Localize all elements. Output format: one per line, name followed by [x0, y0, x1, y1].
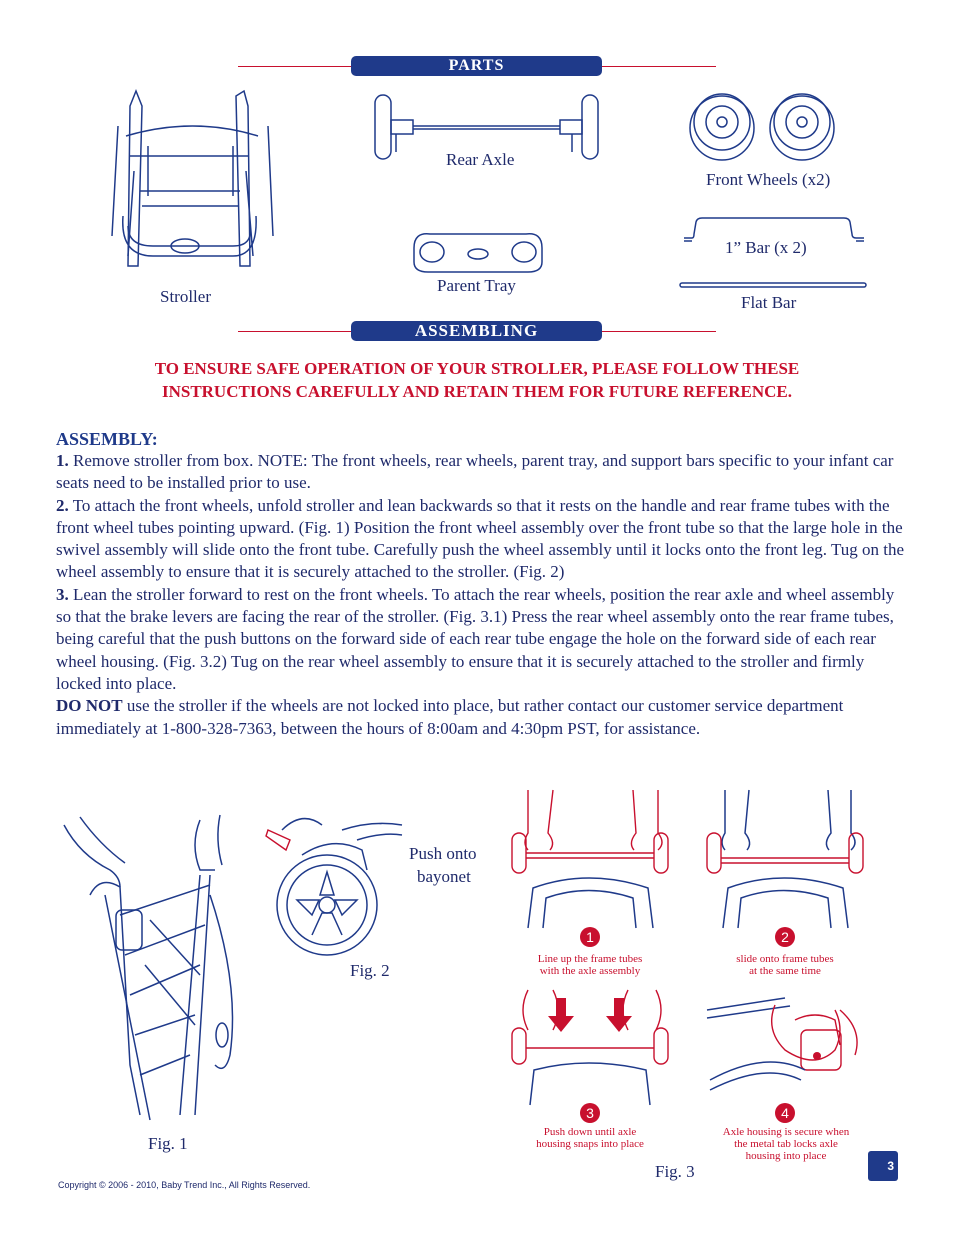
part-label-flat-bar: Flat Bar	[741, 293, 797, 312]
page-number: 3	[887, 1159, 894, 1173]
arrow-down-icon	[606, 998, 632, 1032]
part-label-parent-tray: Parent Tray	[437, 276, 516, 295]
step4-caption-line3: housing into place	[745, 1150, 827, 1162]
do-not-bold: DO NOT	[56, 696, 123, 716]
step-3-text: Lean the stroller forward to rest on the front wheels. To attach the rear wheels, position the rear axle and wheel assembly so that the brake levers are facing the rear of the stroller. (Fig. 3.1) Press the rear wheel assembly onto the rear frame tubes, being careful that the push buttons on the forward side of each rear tube engage the hole on the forward side of each rear wheel housing. (Fig. 3.2) Tug on the rear wheel assembly to ensure that it is securely attached to the stroller and firmly locked into place.	[56, 584, 895, 693]
step-2-text: To attach the front wheels, unfold stroller and lean backwards so that it rests on the handle and rear frame tubes with the front wheel tubes pointing upward. (Fig. 1) Position the front wheel assembly over the front tube so that the large hole in the swivel assembly will slide onto the front tube. Carefully push the wheel assembly until it locks onto the front leg. Tug on the wheel assembly to ensure that it is securely attached to the stroller. (Fig. 2)	[56, 495, 905, 582]
fig3-step4-badge: 4	[775, 1103, 795, 1123]
fig3-step1-caption	[510, 953, 670, 977]
stroller-illustration	[108, 86, 278, 286]
push-onto-line2: bayonet	[417, 867, 471, 886]
copyright-notice: Copyright © 2006 - 2010, Baby Trend Inc., All Rights Reserved.	[58, 1180, 311, 1190]
fig3-step2-badge: 2	[775, 927, 795, 947]
step2-caption-line1: slide onto frame tubes	[736, 953, 834, 965]
step4-caption-line1: Axle housing is secure when	[722, 1126, 850, 1138]
assembling-title: ASSEMBLING	[351, 321, 602, 341]
step-2-number: 2.	[56, 495, 69, 515]
assembly-heading: ASSEMBLY:	[56, 429, 158, 449]
step-1-text: Remove stroller from box. NOTE: The front wheels, rear wheels, parent tray, and support bars specific to your infant car seats need to be installed prior to use.	[56, 451, 894, 493]
do-not-warning	[56, 695, 906, 740]
assembly-instructions	[56, 428, 906, 740]
fig3-step3-caption	[510, 1126, 670, 1150]
safety-warning-line2: INSTRUCTIONS CAREFULLY AND RETAIN THEM FOR FUTURE REFERENCE.	[161, 382, 793, 401]
front-wheels-illustration	[684, 88, 854, 168]
step-1-number: 1.	[56, 451, 69, 470]
safety-warning-line1: TO ENSURE SAFE OPERATION OF YOUR STROLLER, PLEASE FOLLOW THESE	[154, 359, 800, 378]
fig2-label: Fig. 2	[350, 961, 390, 980]
fig3-step2-caption	[705, 953, 865, 977]
fig1-illustration	[50, 815, 260, 1130]
do-not-text: use the stroller if the wheels are not locked into place, but rather contact our customer service department immediately at 1-800-328-7363, between the hours of 8:00am and 4:30pm PST, for assistance.	[56, 696, 844, 738]
step2-caption-line2: at the same time	[749, 965, 821, 977]
fig3-step1-badge: 1	[580, 927, 600, 947]
fig3-label: Fig. 3	[655, 1162, 695, 1181]
page-number-badge	[868, 1151, 898, 1181]
part-label-front-wheels: Front Wheels (x2)	[706, 170, 831, 189]
parent-tray-illustration	[408, 228, 548, 276]
step-3-number: 3.	[56, 584, 69, 604]
fig3-panel-2	[703, 788, 867, 928]
assembly-step-2	[56, 495, 906, 584]
flat-bar-illustration	[678, 280, 868, 290]
fig3-panel-3	[508, 990, 672, 1105]
step3-caption-line1: Push down until axle	[543, 1126, 637, 1138]
assembly-step-3	[56, 584, 906, 695]
arrow-down-icon	[548, 998, 574, 1032]
push-onto-line1: Push onto	[409, 844, 477, 863]
step1-caption-line2: with the axle assembly	[539, 965, 641, 977]
part-label-stroller: Stroller	[160, 287, 211, 306]
fig3-panel-1	[508, 788, 672, 928]
fig1-label: Fig. 1	[148, 1134, 188, 1153]
step1-caption-line1: Line up the frame tubes	[537, 953, 643, 965]
step3-caption-line2: housing snaps into place	[536, 1138, 644, 1150]
part-label-one-inch-bar: 1” Bar (x 2)	[725, 238, 807, 257]
step4-caption-line2: the metal tab locks axle	[734, 1138, 838, 1150]
parts-title: PARTS	[351, 56, 602, 76]
fig3-panel-4	[705, 990, 865, 1105]
assembly-step-1	[56, 450, 906, 495]
fig3-step3-badge: 3	[580, 1103, 600, 1123]
fig3-step4-caption	[700, 1126, 872, 1162]
fig2-illustration	[262, 810, 407, 960]
part-label-rear-axle: Rear Axle	[446, 150, 515, 169]
